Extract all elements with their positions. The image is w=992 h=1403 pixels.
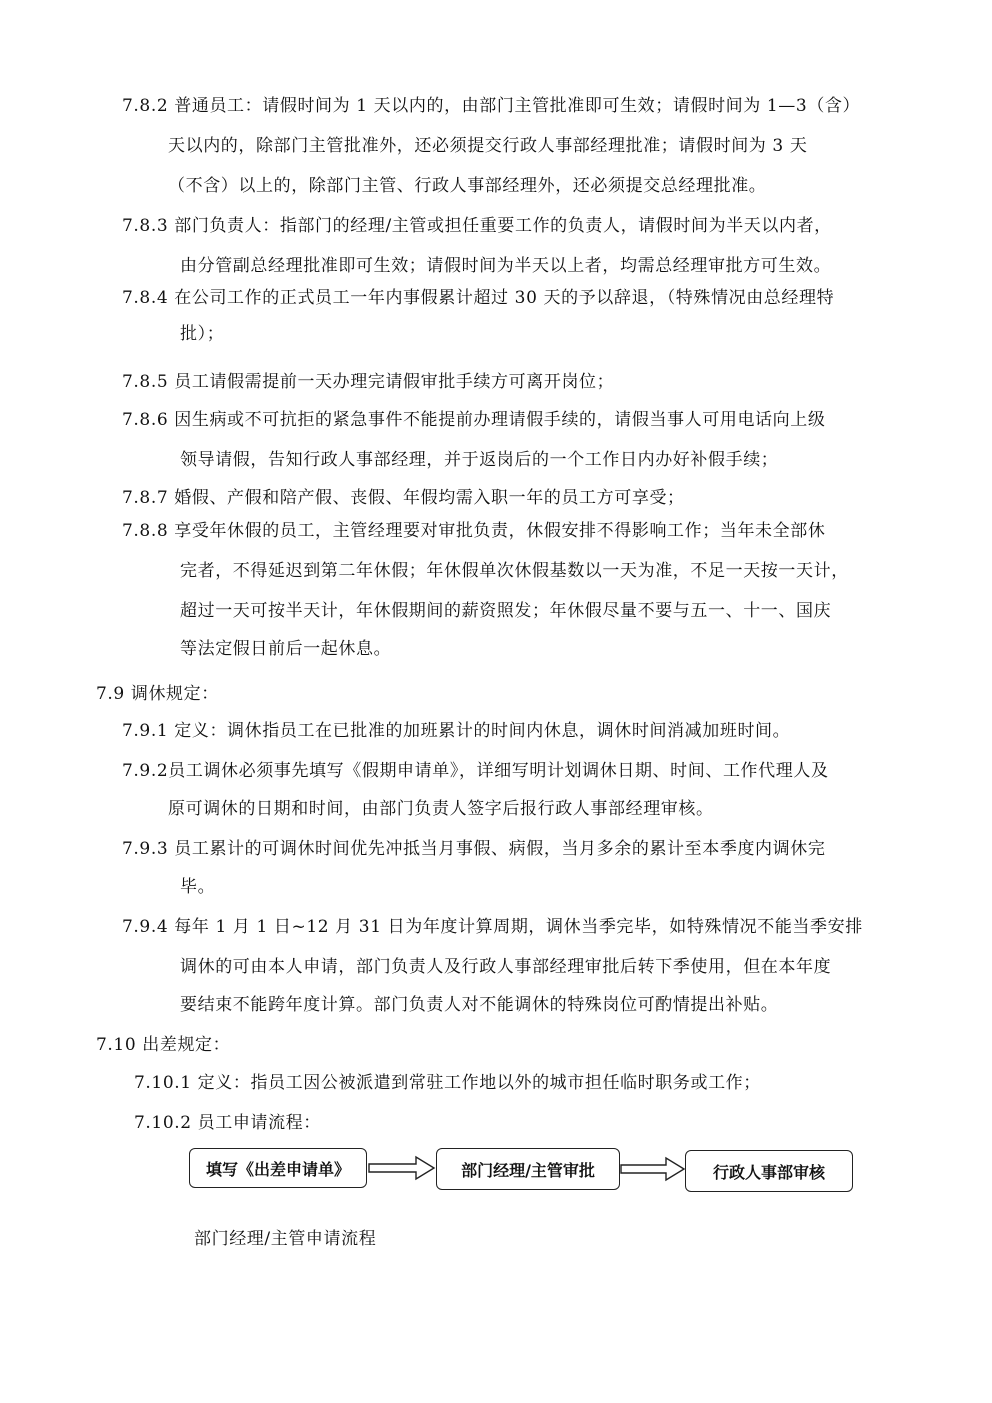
flow-step-manager-approval: 部门经理/主管审批 [436, 1148, 620, 1190]
flow-arrow-2-icon [620, 1156, 686, 1182]
clause-7-8-4-line-1: 7.8.4 在公司工作的正式员工一年内事假累计超过 30 天的予以辞退，（特殊情况由总经理特 [122, 288, 835, 308]
clause-7-10-2-line-1: 7.10.2 员工申请流程： [134, 1113, 321, 1133]
clause-7-9-2-line-2: 原可调休的日期和时间，由部门负责人签字后报行政人事部经理审核。 [168, 799, 714, 819]
section-7-9-heading: 7.9 调休规定： [96, 684, 219, 704]
clause-7-8-8-line-4: 等法定假日前后一起休息。 [180, 639, 392, 659]
clause-7-9-1-line-1: 7.9.1 定义：调休指员工在已批准的加班累计的时间内休息，调休时间消减加班时间。 [122, 721, 791, 741]
clause-7-8-2-line-3: （不含）以上的，除部门主管、行政人事部经理外，还必须提交总经理批准。 [168, 176, 767, 196]
flow-step-hr-review: 行政人事部审核 [685, 1150, 853, 1192]
section-7-10-heading: 7.10 出差规定： [96, 1035, 231, 1055]
clause-7-8-8-line-3: 超过一天可按半天计，年休假期间的薪资照发；年休假尽量不要与五一、十一、国庆 [180, 601, 832, 621]
flowchart-caption: 部门经理/主管申请流程 [194, 1229, 377, 1249]
clause-7-8-6-line-2: 领导请假，告知行政人事部经理，并于返岗后的一个工作日内办好补假手续； [180, 450, 779, 470]
clause-7-8-4-line-2: 批）； [180, 324, 225, 344]
clause-7-8-6-line-1: 7.8.6 因生病或不可抗拒的紧急事件不能提前办理请假手续的，请假当事人可用电话向上级 [122, 410, 826, 430]
clause-7-9-4-line-1: 7.9.4 每年 1 月 1 日~12 月 31 日为年度计算周期，调休当季完毕，如特殊情况不能当季安排 [122, 917, 863, 937]
clause-7-8-3-line-1: 7.8.3 部门负责人：指部门的经理/主管或担任重要工作的负责人，请假时间为半天以内者， [122, 216, 832, 236]
clause-7-8-5-line-1: 7.8.5 员工请假需提前一天办理完请假审批手续方可离开岗位； [122, 372, 615, 392]
clause-7-8-8-line-1: 7.8.8 享受年休假的员工，主管经理要对审批负责，休假安排不得影响工作；当年未全部休 [122, 521, 826, 541]
clause-7-9-3-line-1: 7.9.3 员工累计的可调休时间优先冲抵当月事假、病假，当月多余的累计至本季度内调休完 [122, 839, 826, 859]
clause-7-8-8-line-2: 完者，不得延迟到第二年休假；年休假单次休假基数以一天为准，不足一天按一天计， [180, 561, 849, 581]
clause-7-9-3-line-2: 毕。 [180, 877, 216, 897]
clause-7-8-2-line-1: 7.8.2 普通员工：请假时间为 1 天以内的，由部门主管批准即可生效；请假时间为 1—3（含） [122, 96, 861, 116]
flow-step-fill-application: 填写《出差申请单》 [189, 1148, 367, 1188]
clause-7-10-1-line-1: 7.10.1 定义：指员工因公被派遣到常驻工作地以外的城市担任临时职务或工作； [134, 1073, 761, 1093]
clause-7-8-2-line-2: 天以内的，除部门主管批准外，还必须提交行政人事部经理批准；请假时间为 3 天 [168, 136, 808, 156]
clause-7-8-7-line-1: 7.8.7 婚假、产假和陪产假、丧假、年假均需入职一年的员工方可享受； [122, 488, 685, 508]
clause-7-8-3-line-2: 由分管副总经理批准即可生效；请假时间为半天以上者，均需总经理审批方可生效。 [180, 256, 832, 276]
clause-7-9-4-line-2: 调休的可由本人申请，部门负责人及行政人事部经理审批后转下季使用，但在本年度 [180, 957, 832, 977]
flow-arrow-1-icon [368, 1155, 436, 1181]
clause-7-9-2-line-1: 7.9.2员工调休必须事先填写《假期申请单》，详细写明计划调休日期、时间、工作代理人及 [122, 761, 829, 781]
clause-7-9-4-line-3: 要结束不能跨年度计算。部门负责人对不能调休的特殊岗位可酌情提出补贴。 [180, 995, 779, 1015]
